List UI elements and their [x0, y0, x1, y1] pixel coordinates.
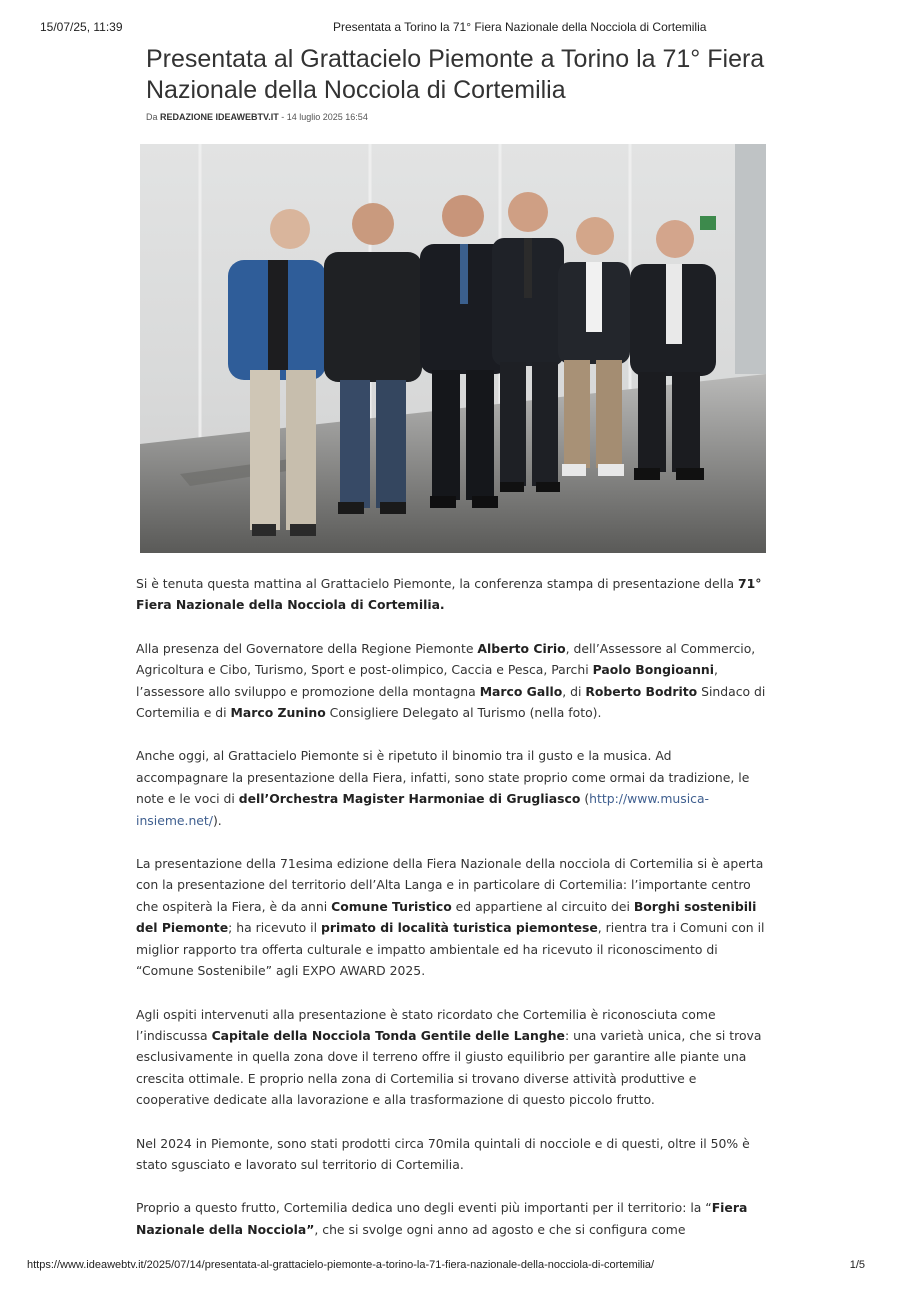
paragraph-3: Anche oggi, al Grattacielo Piemonte si è ripetuto il binomio tra il gusto e la musica. Ad accompagnare la presentazione della Fiera, infatti, sono state proprio come ormai da tradizione, le note e le voci di dell’Orchestra Magister Harmoniae di Grugliasco (http://www.musica-insieme.net/). — [136, 748, 750, 828]
paragraph-7: Proprio a questo frutto, Cortemilia dedica uno degli eventi più importanti per il territorio: la “Fiera Nazionale della Nocciola”, che si svolge ogni anno ad agosto e che si configura come — [136, 1200, 748, 1237]
print-page-title: Presentata a Torino la 71° Fiera Nazionale della Nocciola di Cortemilia — [333, 20, 707, 34]
paragraph-5: Agli ospiti intervenuti alla presentazione è stato ricordato che Cortemilia è riconosciuta come l’indiscussa Capitale della Nocciola Tonda Gentile delle Langhe: una varietà unica, che si trova esclusivamente in quella zona dove il terreno offre il giusto equilibrio per garantire alle piante una crescita ottimale. E proprio nella zona di Cortemilia si trovano diverse attività produttive e cooperative dedicate alla lavorazione e alla trasformazione di questo piccolo frutto. — [136, 1006, 762, 1108]
paragraph-1: Si è tenuta questa mattina al Grattacielo Piemonte, la conferenza stampa di presentazione della 71° Fiera Nazionale della Nocciola di Cortemilia. — [136, 576, 762, 613]
footer-url: https://www.ideawebtv.it/2025/07/14/presentata-al-grattacielo-piemonte-a-torino-la-71-fiera-nazionale-della-nocciola-di-cortemilia/ — [27, 1259, 655, 1271]
article-body — [136, 573, 766, 1262]
byline-prefix: Da — [146, 112, 158, 122]
byline-separator: - — [281, 112, 285, 122]
article-photo — [140, 144, 766, 553]
paragraph-6: Nel 2024 in Piemonte, sono stati prodotti circa 70mila quintali di nocciole e di questi, oltre il 50% è stato sgusciato e lavorato sul territorio di Cortemilia. — [136, 1135, 750, 1172]
paragraph-4: La presentazione della 71esima edizione della Fiera Nazionale della nocciola di Cortemilia si è aperta con la presentazione del territorio dell’Alta Langa e in particolare di Cortemilia: l’importante centro che ospiterà la Fiera, è da anni Comune Turistico ed appartiene al circuito dei Borghi sostenibili del Piemonte; ha ricevuto il primato di località turistica piemontese, rientra tra i Comuni con il miglior rapporto tra offerta culturale e impatto ambientale ed ha ricevuto il riconoscimento di “Comune Sostenibile” agli EXPO AWARD 2025. — [136, 856, 765, 979]
article-title: Presentata al Grattacielo Piemonte a Torino la 71° Fiera Nazionale della Nocciola di Cortemilia — [146, 45, 765, 104]
paragraph-2: Alla presenza del Governatore della Regione Piemonte Alberto Cirio, dell’Assessore al Commercio, Agricoltura e Cibo, Turismo, Sport e post-olimpico, Caccia e Pesca, Parchi Paolo Bongioanni, l’assessore allo sviluppo e promozione della montagna Marco Gallo, di Roberto Bodrito Sindaco di Cortemilia e di Marco Zunino Consigliere Delegato al Turismo (nella foto). — [136, 640, 766, 721]
print-datetime: 15/07/25, 11:39 — [40, 20, 123, 34]
publish-date: 14 luglio 2025 16:54 — [286, 112, 368, 122]
print-header — [40, 20, 870, 38]
page-number: 1/5 — [849, 1259, 865, 1271]
print-footer — [27, 1259, 865, 1271]
byline — [146, 112, 368, 122]
author-link[interactable]: REDAZIONE IDEAWEBTV.IT — [160, 112, 279, 122]
orchestra-link[interactable]: http://www.musica-insieme.net/ — [136, 791, 710, 828]
